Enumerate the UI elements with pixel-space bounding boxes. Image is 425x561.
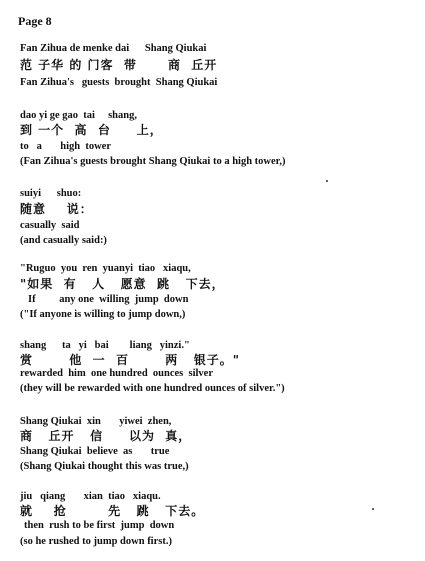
block-7-hanzi: 就 抢 先 跳 下去。 bbox=[20, 504, 205, 518]
scan-speck bbox=[326, 180, 328, 182]
block-6-translation: (Shang Qiukai thought this was true,) bbox=[20, 461, 189, 472]
block-6-pinyin: Shang Qiukai xin yiwei zhen, bbox=[20, 416, 172, 427]
page-label: Page 8 bbox=[18, 14, 52, 28]
block-2-pinyin: dao yi ge gao tai shang, bbox=[20, 110, 137, 121]
block-3-gloss: casually said bbox=[20, 220, 80, 231]
block-1-pinyin: Fan Zihua de menke dai Shang Qiukai bbox=[20, 43, 207, 54]
block-5-hanzi: 赏 他 一 百 两 银子。" bbox=[20, 353, 240, 367]
block-5-translation: (they will be rewarded with one hundred ounces of silver.") bbox=[20, 383, 285, 394]
block-4-pinyin: "Ruguo you ren yuanyi tiao xiaqu, bbox=[20, 263, 191, 274]
block-2-hanzi: 到 一个 高 台 上， bbox=[20, 123, 163, 137]
block-1-gloss: Fan Zihua's guests brought Shang Qiukai bbox=[20, 77, 218, 88]
block-3-translation: (and casually said:) bbox=[20, 235, 107, 246]
block-2-gloss: to a high tower bbox=[20, 141, 111, 152]
block-4-gloss: If any one willing jump down bbox=[28, 294, 189, 305]
block-6-hanzi: 商 丘开 信 以为 真， bbox=[20, 429, 192, 443]
block-1-hanzi: 范 子华 的 门客 带 商 丘开 bbox=[20, 58, 218, 72]
block-3-pinyin: suiyi shuo: bbox=[20, 188, 82, 199]
block-5-gloss: rewarded him one hundred ounces silver bbox=[20, 368, 213, 379]
block-7-gloss: then rush to be first jump down bbox=[24, 520, 175, 531]
block-5-pinyin: shang ta yi bai liang yinzi." bbox=[20, 340, 190, 351]
block-7-pinyin: jiu qiang xian tiao xiaqu. bbox=[20, 491, 161, 502]
block-6-gloss: Shang Qiukai believe as true bbox=[20, 446, 170, 457]
scan-speck bbox=[372, 508, 374, 510]
block-4-translation: ("If anyone is willing to jump down,) bbox=[20, 309, 186, 320]
block-2-translation: (Fan Zihua's guests brought Shang Qiukai to a high tower,) bbox=[20, 156, 286, 167]
block-4-hanzi: "如果 有 人 愿意 跳 下去， bbox=[20, 277, 225, 291]
block-7-translation: (so he rushed to jump down first.) bbox=[20, 536, 172, 547]
block-3-hanzi: 随意 说： bbox=[20, 202, 93, 216]
